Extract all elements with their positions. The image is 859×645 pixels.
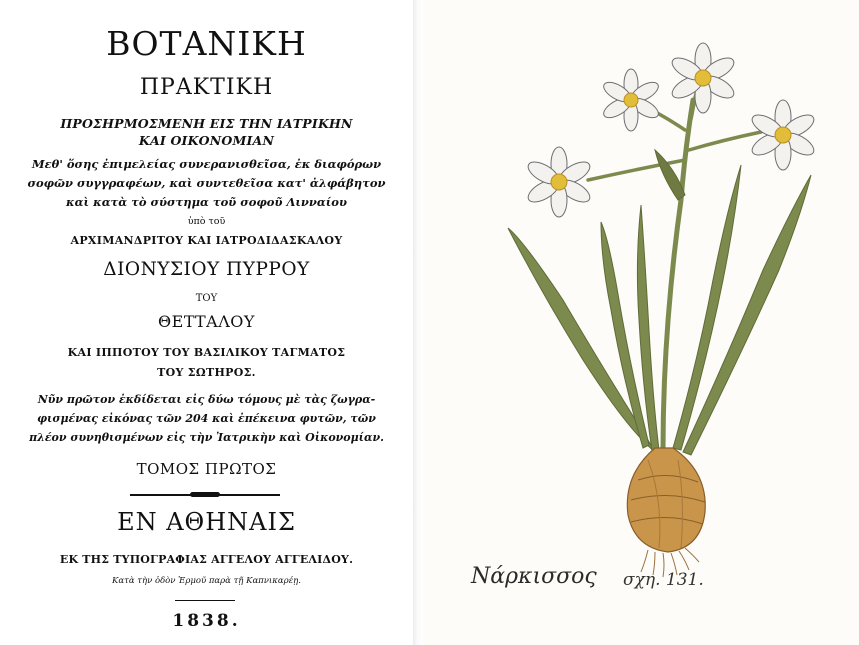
- edition-line-2: φισμένας εἰκόνας τῶν 204 καὶ ἐπέκεινα φυτῶν, τῶν: [37, 412, 376, 425]
- author-title: ΑΡΧΙΜΑΝΔΡΙΤΟΥ ΚΑΙ ΙΑΤΡΟΔΙΔΑΣΚΑΛΟΥ: [70, 234, 343, 247]
- press-line: ΕΚ ΤΗΣ ΤΥΠΟΓΡΑΦΙΑΣ ΑΓΓΕΛΟΥ ΑΓΓΕΛΙΔΟΥ.: [59, 553, 354, 566]
- edition-line-1: Νῦν πρῶτον ἐκδίδεται εἰς δύω τόμους μὲ τὰς ζωγρα-: [37, 393, 376, 406]
- description-line-1: Μεθ' ὅσης ἐπιμελείας συνερανισθεῖσα, ἐκ διαφόρων: [31, 157, 382, 171]
- figure-label: σχη. 131.: [623, 570, 704, 590]
- title-line-2: ΠΡΑΚΤΙΚΗ: [139, 75, 274, 100]
- author-name: ΔΙΟΝΥΣΙΟΥ ΠΥΡΡΟΥ: [103, 259, 310, 280]
- narcissus-illustration: [423, 0, 859, 645]
- flower-right: [749, 100, 818, 170]
- plate-caption: Νάρκισσος: [471, 564, 597, 589]
- year-line: 1838.: [172, 611, 241, 631]
- origin-line: ΘΕΤΤΑΛΟΥ: [158, 312, 255, 331]
- address-line: Κατὰ τὴν ὁδὸν Ἑρμοῦ παρὰ τῇ Καπνικαρέῃ.: [112, 576, 301, 586]
- by-line: ὑπὸ τοῦ: [187, 216, 226, 227]
- flower-top: [669, 43, 738, 113]
- flower-stem-right: [689, 132, 761, 150]
- short-rule: [175, 600, 235, 601]
- order-line-1: ΚΑΙ ΙΠΠΟΤΟΥ ΤΟΥ ΒΑΣΙΛΙΚΟΥ ΤΑΓΜΑΤΟΣ: [67, 346, 346, 359]
- plate-page: [423, 0, 859, 645]
- title-line-1: ΒΟΤΑΝΙΚΗ: [106, 24, 307, 63]
- ornamental-rule-center: [190, 492, 220, 497]
- leaf-right-long: [683, 175, 811, 455]
- spathe: [655, 150, 685, 200]
- city-line: ΕΝ ΑΘΗΝΑΙΣ: [117, 508, 296, 536]
- description-line-3: καὶ κατὰ τὸ σύστημα τοῦ σοφοῦ Λινναίου: [66, 195, 347, 209]
- edition-line-3: πλέον συνηθισμένων εἰς τὴν Ἰατρικὴν καὶ Οἰκονομίαν.: [29, 431, 384, 444]
- leaf-left-long: [508, 228, 655, 452]
- flower-left: [525, 147, 594, 217]
- subtitle-line-2: ΚΑΙ ΟΙΚΟΝΟΜΙΑΝ: [138, 133, 275, 148]
- book-gutter: [413, 0, 423, 645]
- title-page: [0, 0, 413, 645]
- description-line-2: σοφῶν συγγραφέων, καὶ συντεθεῖσα κατ' ἀλφάβητον: [27, 176, 386, 190]
- order-line-2: ΤΟΥ ΣΩΤΗΡΟΣ.: [157, 366, 256, 379]
- subtitle-line-1: ΠΡΟΣΗΡΜΟΣΜΕΝΗ ΕΙΣ ΤΗΝ ΙΑΤΡΙΚΗΝ: [60, 116, 353, 131]
- flower-left-upper: [601, 69, 662, 131]
- tou-line: ΤΟΥ: [195, 293, 218, 304]
- bulb: [627, 448, 705, 552]
- volume-label: ΤΟΜΟΣ ΠΡΩΤΟΣ: [136, 460, 277, 478]
